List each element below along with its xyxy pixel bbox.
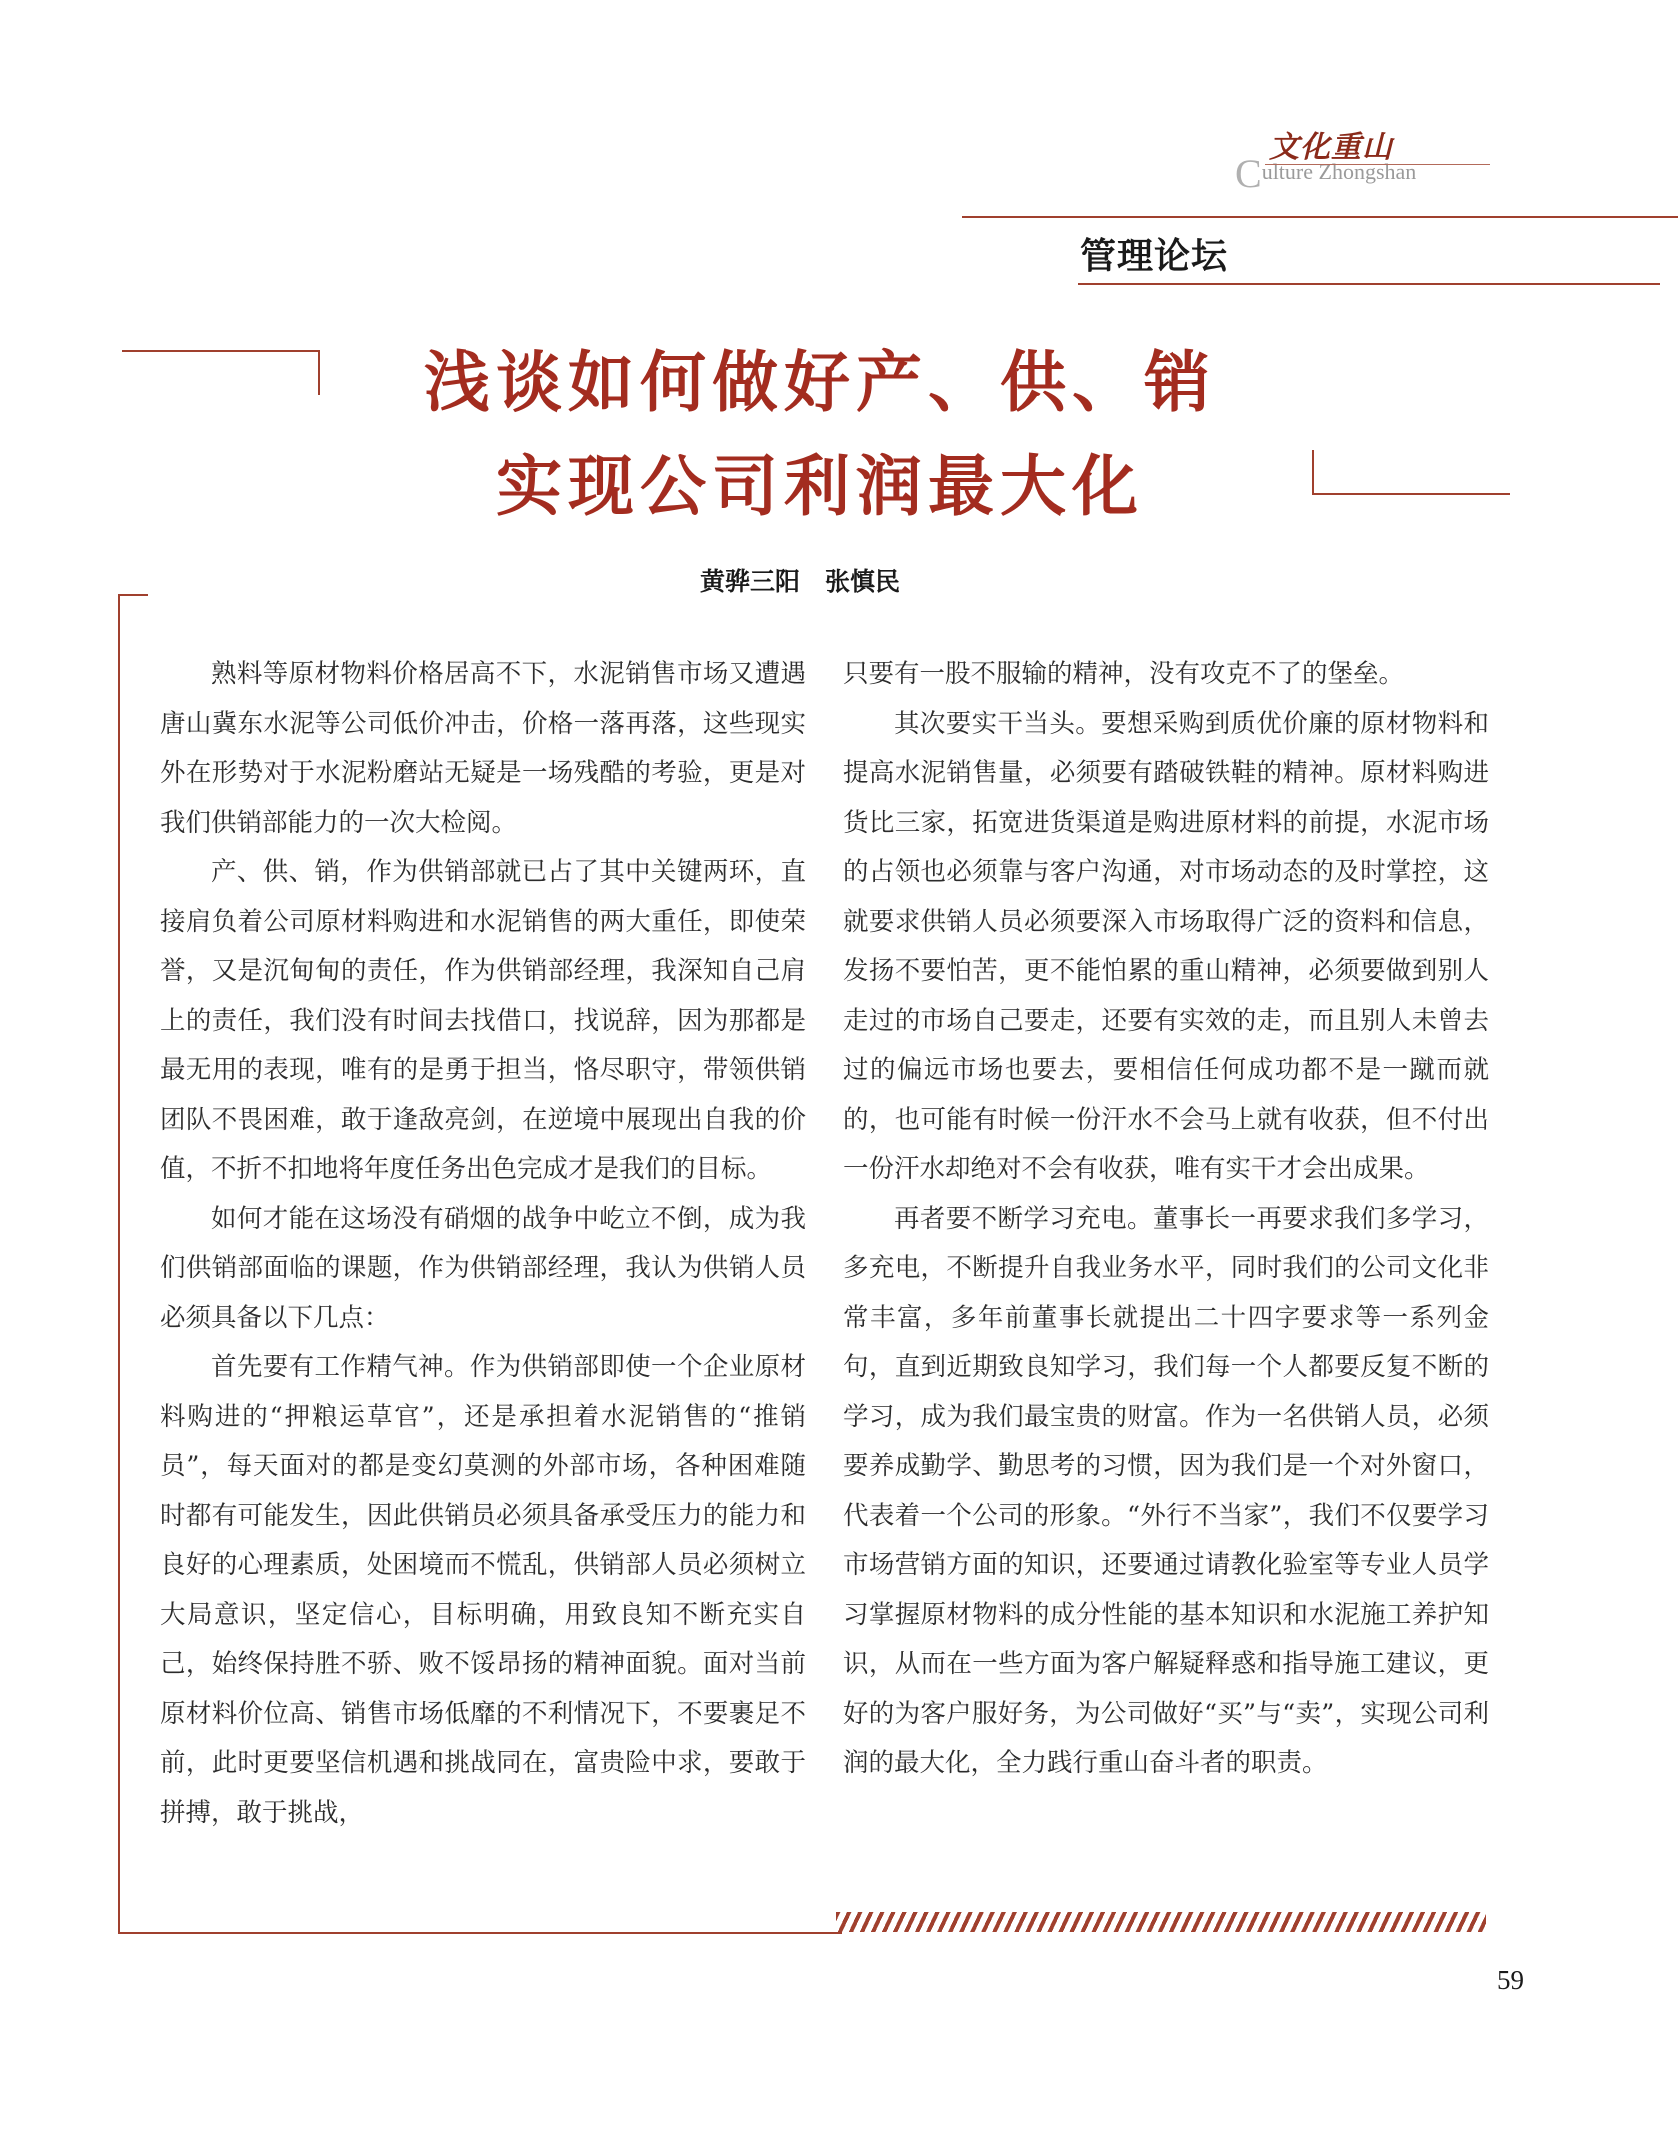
- logo-english-rest: ulture Zhongshan: [1261, 159, 1417, 184]
- logo-chinese: 文化重山: [1269, 130, 1393, 165]
- article-title-line1: 浅谈如何做好产、供、销: [424, 343, 1216, 421]
- article-authors: 黄骅三阳 张慎民: [700, 567, 901, 596]
- paragraph: 其次要实干当头。要想采购到质优价廉的原材物料和提高水泥销售量，必须要有踏破铁鞋的精神。原材料购进货比三家，拓宽进货渠道是购进原材料的前提，水泥市场的占领也必须靠与客户沟通，对市场动态的及时掌控，这就要求供销人员必须要深入市场取得广泛的资料和信息，发扬不要怕苦，更不能怕累的重山精神，必须要做到别人走过的市场自己要走，还要有实效的走，而且别人未曾去过的偏远市场也要去，要相信任何成功都不是一蹴而就的，也可能有时候一份汗水不会马上就有收获，但不付出一份汗水却绝对不会有收获，唯有实干才会出成果。: [843, 708, 1489, 1184]
- paragraph: 熟料等原材物料价格居高不下，水泥销售市场又遭遇唐山冀东水泥等公司低价冲击，价格一落再落，这些现实外在形势对于水泥粉磨站无疑是一场残酷的考验，更是对我们供销部能力的一次大检阅。: [160, 659, 806, 838]
- section-rule-top: [962, 216, 1678, 218]
- paragraph: 再者要不断学习充电。董事长一再要求我们多学习，多充电，不断提升自我业务水平，同时我们的公司文化非常丰富，多年前董事长就提出二十四字要求等一系列金句，直到近期致良知学习，我们每一个人都要反复不断的学习，成为我们最宝贵的财富。作为一名供销人员，必须要养成勤学、勤思考的习惯，因为我们是一个对外窗口，代表着一个公司的形象。“外行不当家”，我们不仅要学习市场营销方面的知识，还要通过请教化验室等专业人员学习掌握原材物料的成分性能的基本知识和水泥施工养护知识，从而在一些方面为客户解疑释惑和指导施工建议，更好的为客户服好务，为公司做好“买”与“卖”，实现公司利润的最大化，全力践行重山奋斗者的职责。: [843, 1203, 1489, 1778]
- title-bracket-right: [1312, 450, 1510, 495]
- paragraph: 产、供、销，作为供销部就已占了其中关键两环，直接肩负着公司原材料购进和水泥销售的两大重任，即使荣誉，又是沉甸甸的责任，作为供销部经理，我深知自己肩上的责任，我们没有时间去找借口，找说辞，因为那都是最无用的表现，唯有的是勇于担当，恪尽职守，带领供销团队不畏困难，敢于逢敌亮剑，在逆境中展现出自我的价值，不折不扣地将年度任务出色完成才是我们的目标。: [160, 857, 806, 1184]
- article-title-line2: 实现公司利润最大化: [496, 447, 1144, 525]
- masthead-logo: [1235, 122, 1465, 196]
- article-title: [300, 330, 1340, 538]
- logo-english: [1235, 150, 1416, 197]
- logo-rule: [1265, 164, 1490, 165]
- decorative-hatch-bar: [836, 1912, 1486, 1932]
- paragraph-continuation: 只要有一股不服输的精神，没有攻克不了的堡垒。: [843, 659, 1405, 689]
- column-left: [160, 650, 806, 1838]
- section-title: 管理论坛: [1080, 236, 1229, 277]
- title-bracket-left: [122, 350, 320, 395]
- paragraph: 首先要有工作精气神。作为供销部即使一个企业原材料购进的“押粮运草官”，还是承担着水泥销售的“推销员”，每天面对的都是变幻莫测的外部市场，各种困难随时都有可能发生，因此供销员必须具备承受压力的能力和良好的心理素质，处困境而不慌乱，供销部人员必须树立大局意识，坚定信心，目标明确，用致良知不断充实自己，始终保持胜不骄、败不馁昂扬的精神面貌。面对当前原材料价位高、销售市场低靡的不利情况下，不要裹足不前，此时更要坚信机遇和挑战同在，富贵险中求，要敢于拼搏，敢于挑战，: [160, 1352, 806, 1828]
- column-right: [843, 650, 1489, 1789]
- section-rule-bottom: [1078, 283, 1660, 285]
- logo-initial: C: [1235, 151, 1262, 196]
- paragraph: 如何才能在这场没有硝烟的战争中屹立不倒，成为我们供销部面临的课题，作为供销部经理，我认为供销人员必须具备以下几点：: [160, 1203, 806, 1333]
- body-frame-cap: [118, 594, 148, 596]
- page-number: 59: [1497, 1965, 1524, 1995]
